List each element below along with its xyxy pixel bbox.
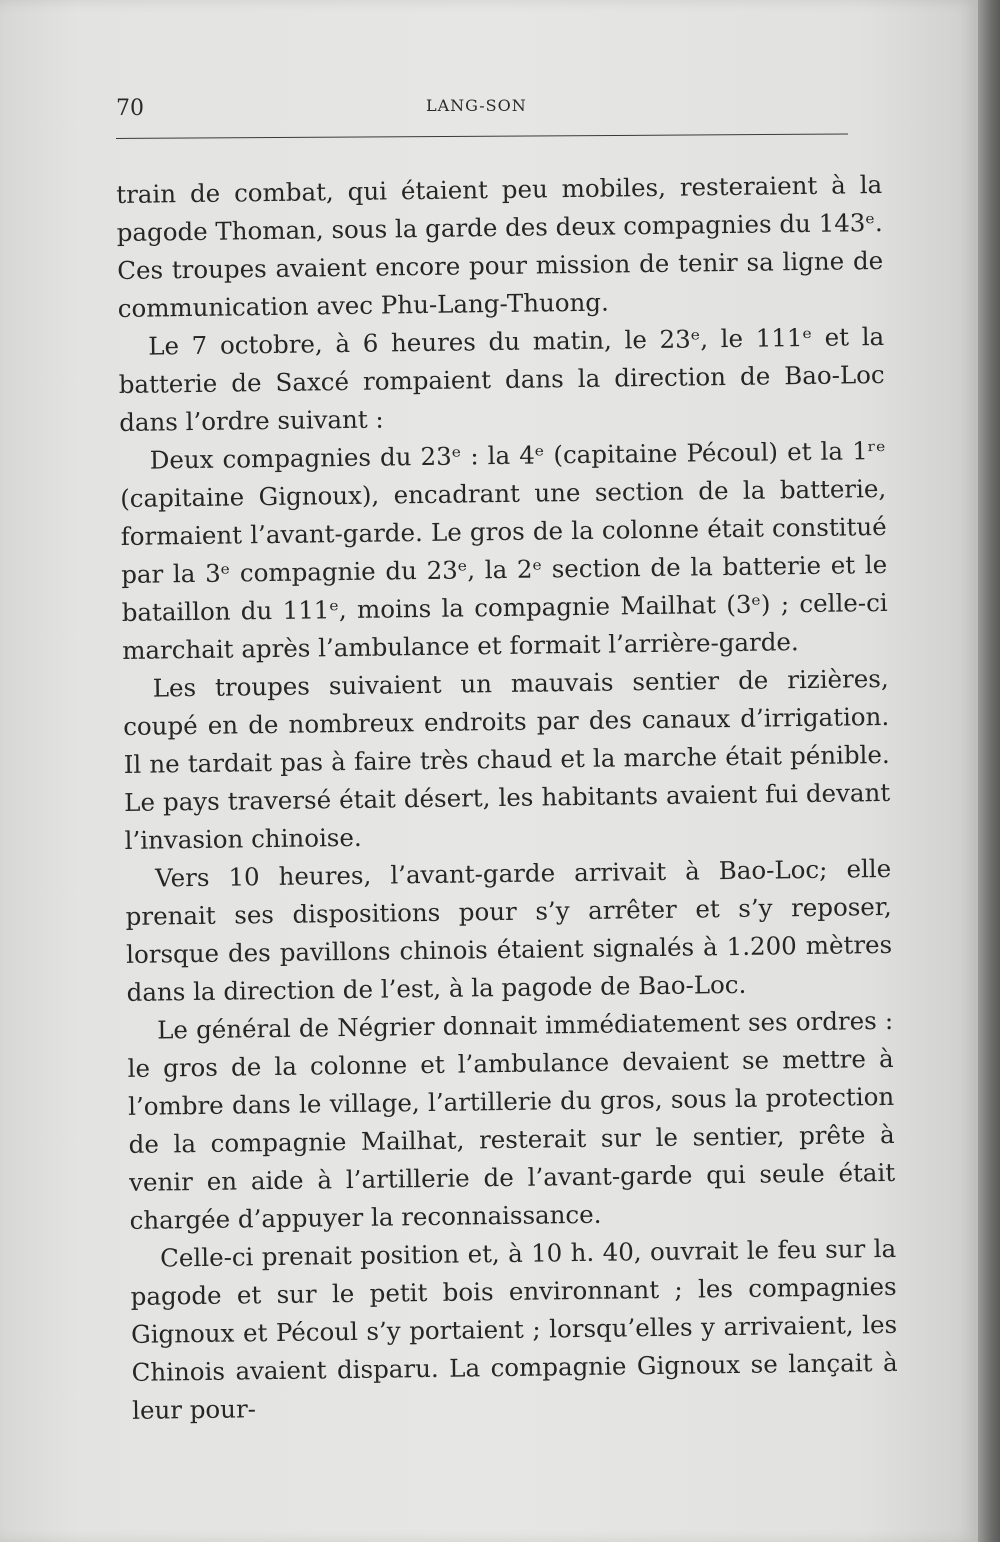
page-edge-shadow [978,0,1000,1542]
body-text [116,166,898,1430]
paragraph: Deux compagnies du 23ᵉ : la 4ᵉ (capitaine Pécoul) et la 1ʳᵉ (capitaine Gignoux), encadrant une section de la batterie, formaient l’avant-garde. Le gros de la colonne était constitué par la 3ᵉ compagnie du 23ᵉ, la 2ᵉ section de la batterie et le bataillon du 111ᵉ, moins la compagnie Mailhat (3ᵉ) ; celle-ci marchait après l’ambulance et formait l’arrière-garde. [120,435,888,665]
paragraph: Vers 10 heures, l’avant-garde arrivait à Bao-Loc; elle prenait ses dispositions pour s’y arrêter et s’y reposer, lorsque des pavillons chinois étaient signalés à 1.200 mètres dans la direction de l’est, à la pagode de Bao-Loc. [125,853,893,1007]
paragraph: Le 7 octobre, à 6 heures du matin, le 23ᵉ, le 111ᵉ et la batterie de Saxcé rompaient dans la direction de Bao-Loc dans l’ordre suivant : [118,321,885,437]
paragraph: Le général de Négrier donnait immédiatement ses ordres : le gros de la colonne et l’ambulance devaient se mettre à l’ombre dans le village, l’artillerie du gros, sous la protection de la compagnie Mailhat, resterait sur le sentier, prête à venir en aide à l’artillerie de l’avant-garde qui seule était chargée d’appuyer la reconnaissance. [127,1005,896,1235]
page-header [116,92,848,132]
paragraph: train de combat, qui étaient peu mobiles, resteraient à la pagode Thoman, sous la garde des deux compagnies du 143ᵉ. Ces troupes avaient encore pour mission de tenir sa ligne de communication avec Phu-Lang-Thuong. [116,169,884,323]
running-title: LANG-SON [426,96,527,115]
page-number: 70 [116,96,144,121]
paragraph: Celle-ci prenait position et, à 10 h. 40, ouvrait le feu sur la pagode et sur le petit bois environnant ; les compagnies Gignoux et Pécoul s’y portaient ; lorsqu’elles y arrivaient, les Chinois avaient disparu. La compagnie Gignoux se lançait à leur pour- [130,1233,898,1425]
header-rule [116,134,848,139]
paragraph: Les troupes suivaient un mauvais sentier de rizières, coupé en de nombreux endroits par des canaux d’irrigation. Il ne tardait pas à faire très chaud et la marche était pénible. Le pays traversé était désert, les habitants avaient fui devant l’invasion chinoise. [123,663,891,855]
